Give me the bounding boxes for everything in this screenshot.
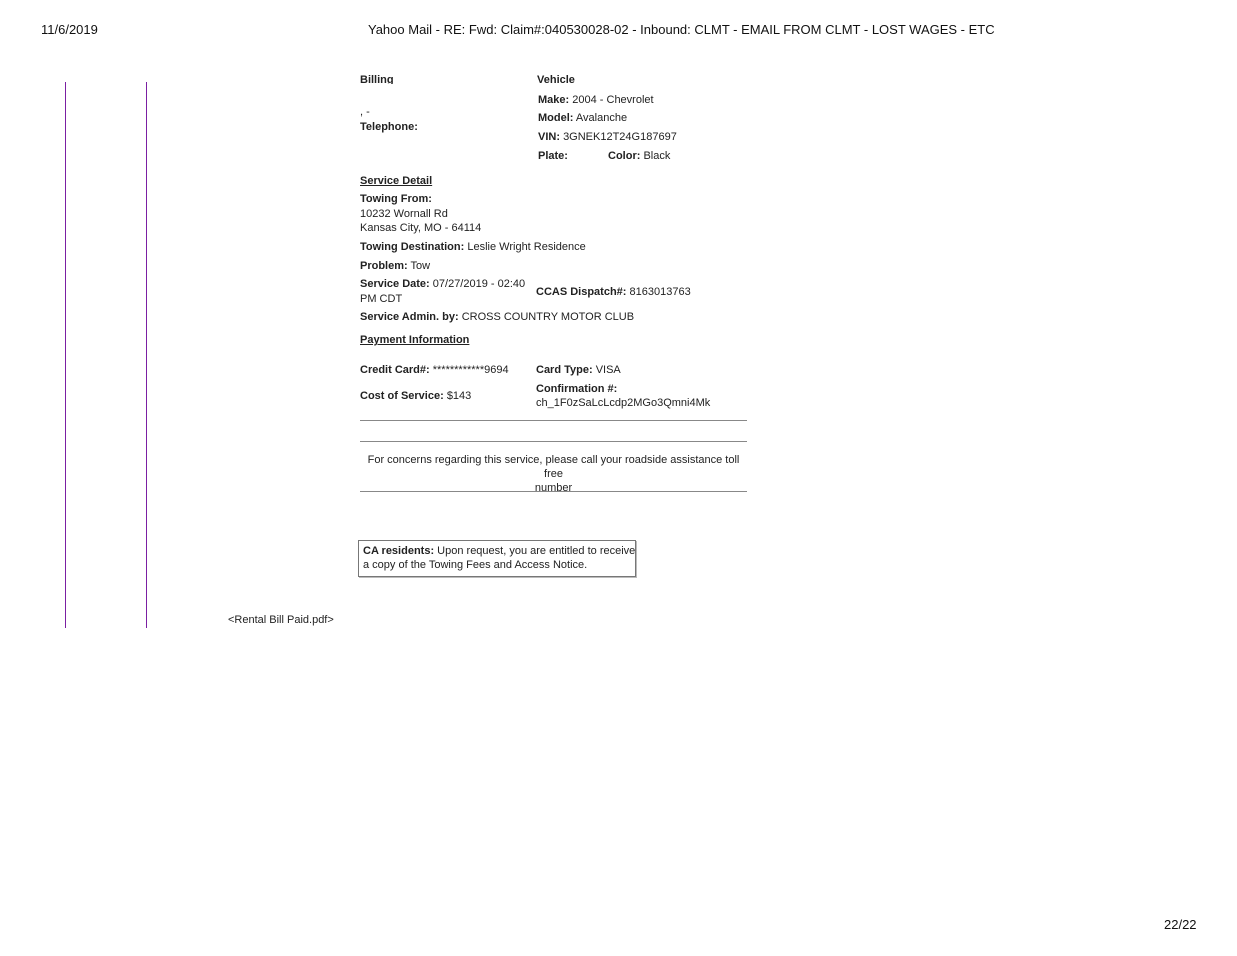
billing-address-heading: Billing <box>360 74 394 84</box>
divider-1 <box>360 420 747 421</box>
confirmation-value: ch_1F0zSaLcLcdp2MGo3Qmni4Mk <box>536 397 711 409</box>
service-date-time: PM CDT <box>360 293 403 305</box>
vehicle-plate-label: Plate: <box>538 150 568 162</box>
vehicle-information-heading: Vehicle <box>537 74 575 84</box>
divider-2 <box>360 441 747 442</box>
vehicle-model: Model: Avalanche <box>538 112 628 124</box>
ccas-dispatch: CCAS Dispatch#: 8163013763 <box>536 286 691 298</box>
vehicle-make: Make: 2004 - Chevrolet <box>538 94 654 106</box>
problem: Problem: Tow <box>360 260 431 272</box>
payment-information-heading: Payment Information <box>360 334 470 346</box>
page-number: 22/22 <box>1164 917 1197 932</box>
page-title: Yahoo Mail - RE: Fwd: Claim#:040530028-02 - Inbound: CLMT - EMAIL FROM CLMT - LOST WAGES - ETC <box>368 22 995 37</box>
telephone-label: Telephone: <box>360 121 418 133</box>
ca-notice-line-1: CA residents: Upon request, you are entitled to receive <box>363 545 636 557</box>
towing-from-city: Kansas City, MO - 64114 <box>360 222 482 234</box>
concerns-note: For concerns regarding this service, please call your roadside assistance toll free number <box>367 454 740 494</box>
attachment-link[interactable]: <Rental Bill Paid.pdf> <box>228 614 334 626</box>
print-date: 11/6/2019 <box>41 22 98 37</box>
towing-from-street: 10232 Wornall Rd <box>360 208 448 220</box>
towing-destination: Towing Destination: Leslie Wright Residence <box>360 241 586 253</box>
towing-from-label: Towing From: <box>360 193 432 205</box>
cost-of-service: Cost of Service: $143 <box>360 390 472 402</box>
service-detail-heading: Service Detail <box>360 175 433 187</box>
ca-notice-line-2: a copy of the Towing Fees and Access Notice. <box>363 559 588 571</box>
credit-card: Credit Card#: ************9694 <box>360 364 509 376</box>
service-admin: Service Admin. by: CROSS COUNTRY MOTOR CLUB <box>360 311 635 323</box>
vehicle-vin: VIN: 3GNEK12T24G187697 <box>538 131 677 143</box>
divider-3 <box>360 491 747 492</box>
billing-city-state: , - <box>360 106 370 118</box>
quote-bar-outer <box>65 82 66 628</box>
service-date: Service Date: 07/27/2019 - 02:40 <box>360 278 526 290</box>
vehicle-color: Color: Black <box>608 150 671 162</box>
card-type: Card Type: VISA <box>536 364 621 376</box>
confirmation-label: Confirmation #: <box>536 383 618 395</box>
quote-bar-inner <box>146 82 147 628</box>
